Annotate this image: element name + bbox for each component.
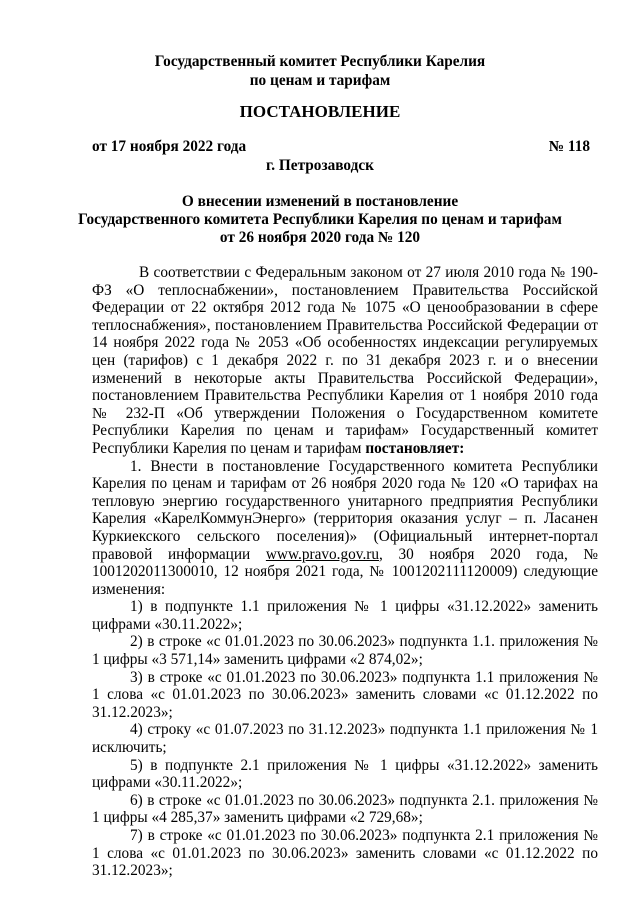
committee-name — [0, 52, 640, 90]
item-1-text-end: , 30 ноября 2020 года, № 1001202011300010, 12 ноября 2021 года, № 1001202111120009) следующие изменения: — [92, 545, 599, 598]
pravo-link[interactable]: www.pravo.gov.ru — [265, 545, 380, 563]
document-body — [92, 264, 598, 880]
preamble-paragraph — [92, 264, 598, 458]
document-date: от 17 ноября 2022 года — [92, 138, 247, 155]
change-item: 5) в подпункте 2.1 приложения № 1 цифры «31.12.2022» заменить цифрами «30.11.2022»; — [92, 756, 598, 792]
change-item: 6) в строке «с 01.01.2023 по 30.06.2023» подпункта 2.1. приложения № 1 цифры «4 285,37» заменить цифрами «2 729,68»; — [92, 791, 598, 827]
subject-line-1: О внесении изменений в постановление — [181, 193, 459, 210]
committee-line-1: Государственный комитет Республики Карелия — [154, 53, 486, 70]
preamble-bold-word: постановляет — [365, 439, 460, 457]
subject-line-3: от 26 ноября 2020 года № 120 — [219, 229, 421, 246]
change-item: 1) в подпункте 1.1 приложения № 1 цифры «31.12.2022» заменить цифрами «30.11.2022»; — [92, 598, 598, 633]
document-number: № 118 — [548, 138, 590, 155]
change-item: 2) в строке «с 01.01.2023 по 30.06.2023» подпункта 1.1. приложения № 1 цифры «3 571,14» заменить цифрами «2 874,02»; — [92, 633, 598, 669]
document-subject — [0, 193, 640, 247]
change-item: 7) в строке «с 01.01.2023 по 30.06.2023» подпункта 2.1 приложения № 1 слова «с 01.01.2023 по 30.06.2023» заменить словами «с 01.12.2022 по 31.12.2023»; — [92, 827, 598, 880]
preamble-text: В соответствии с Федеральным законом от 27 июля 2010 года № 190-ФЗ «О теплоснабжении», постановлением Правительства Российской Федерации от 22 октября 2012 года № 1075 «О ценообразовании в сфере теплоснабжения», постановлением Правительства Российской Федерации от 14 ноября 2022 года № 2053 «Об особенностях индексации регулируемых цен (тарифов) с 1 декабря 2022 г. по 31 декабря 2023 г. и о внесении изменений в некоторые акты Правительства Российской Федерации», постановлением Правительства Республики Карелия от 1 ноября 2010 года № 232-П «Об утверждении Положения о Государственном комитете Республики Карелия по ценам и тарифам» Государственный комитет Республики Карелия по ценам и тарифам — [92, 264, 598, 457]
item-1-paragraph — [92, 458, 598, 599]
committee-line-2: по ценам и тарифам — [249, 72, 391, 89]
document-city: г. Петрозаводск — [266, 157, 374, 174]
item-1-text: 1. Внести в постановление Государственного комитета Республики Карелия по ценам и тарифам от 26 ноября 2020 года № 120 «О тарифах на тепловую энергию государственного унитарного предприятия Республики Карелия «КарелКоммунЭнерго» (территория оказания услуг – п. Ласанен Куркиекского сельского поселения)» (Официальный интернет-портал правовой информации — [92, 457, 598, 563]
change-item: 3) в строке «с 01.01.2023 по 30.06.2023» подпункта 1.1 приложения № 1 слова «с 01.01.2023 по 30.06.2023» заменить словами «с 01.12.2022 по 31.12.2023»; — [92, 668, 598, 721]
preamble-end: : — [459, 439, 465, 457]
subject-line-2: Государственного комитета Республики Карелия по ценам и тарифам — [78, 211, 562, 228]
document-type: ПОСТАНОВЛЕНИЕ — [239, 102, 401, 121]
change-item: 4) строку «с 01.07.2023 по 31.12.2023» подпункта 1.1 приложения № 1 исключить; — [92, 721, 598, 757]
